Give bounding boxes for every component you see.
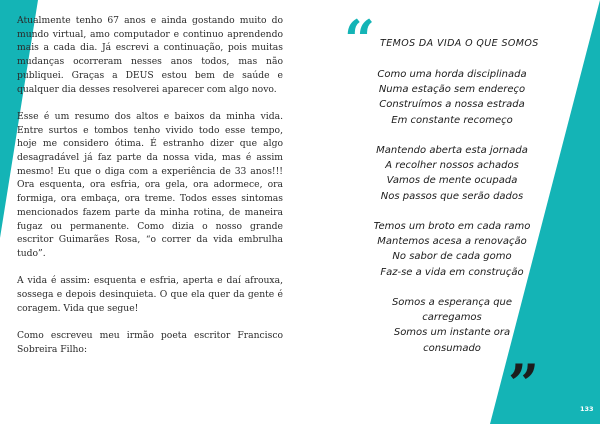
stanza bbox=[340, 295, 564, 356]
stanza bbox=[340, 143, 564, 204]
poem-line: No sabor de cada gomo bbox=[392, 251, 512, 263]
paragraph: A vida é assim: esquenta e esfria, aperta e daí afrouxa, sossega e depois desinquieta. O que ela quer da gente é coragem. Vida que segue! bbox=[17, 275, 283, 314]
page-number: 133 bbox=[580, 405, 594, 413]
poem-line: Construímos a nossa estrada bbox=[379, 99, 525, 111]
paragraph: Como escreveu meu irmão poeta escritor Francisco Sobreira Filho: bbox=[17, 330, 283, 355]
poem-line: Somos a esperança que bbox=[391, 297, 513, 308]
close-quote-icon: ” bbox=[508, 352, 540, 416]
poem-line: Em constante recomeço bbox=[391, 114, 513, 126]
open-quote-icon: “ bbox=[344, 8, 376, 72]
memoir-text bbox=[17, 14, 283, 370]
poem-line: A recolher nossos achados bbox=[385, 160, 519, 172]
paragraph: Atualmente tenho 67 anos e ainda gostando muito do mundo virtual, amo computador e continuo aprendendo mais a cada dia. Já escrevi a continuação, pois muitas mudanças ocorreram nesses anos todos, mas não publiquei. Graças a DEUS estou bem de saúde e qualquer dia desses resolverei aparecer com algo novo. bbox=[17, 15, 283, 95]
poem-line: Temos um broto em cada ramo bbox=[373, 221, 531, 232]
poem-line: Numa estação sem endereço bbox=[378, 84, 526, 96]
poem-line: carregamos bbox=[422, 312, 482, 324]
stanza bbox=[340, 219, 564, 280]
poem-title: TEMOS DA VIDA O QUE SOMOS bbox=[380, 38, 539, 49]
right-page bbox=[300, 0, 600, 424]
poem-line: Vamos de mente ocupada bbox=[386, 175, 518, 187]
poem-line: Faz-se a vida em construção bbox=[380, 266, 524, 278]
poem bbox=[340, 67, 564, 371]
poem-line: Nos passos que serão dados bbox=[380, 190, 524, 202]
poem-line: consumado bbox=[423, 342, 481, 354]
paragraph: Esse é um resumo dos altos e baixos da minha vida. Entre surtos e tombos tenho vivido todo esse tempo, hoje me considero ótima. É estranho dizer que algo desagradável já faz parte da nossa vida, mas é assim mesmo! Eu que o diga com a experiência de 33 anos!!! Ora esquenta, ora esfria, ora gela, ora adormece, ora formiga, ora embaça, ora treme. Todos esses sintomas mencionados fazem parte da minha rotina, de maneira fugaz ou permanente. Como dizia o nosso grande escritor Guimarães Rosa, “o correr da vida embrulha tudo”. bbox=[17, 110, 283, 259]
poem-line: Como uma horda disciplinada bbox=[377, 69, 527, 80]
poem-line: Mantemos acesa a renovação bbox=[377, 236, 527, 248]
stanza bbox=[340, 67, 564, 128]
poem-line: Mantendo aberta esta jornada bbox=[376, 145, 528, 156]
poem-line: Somos um instante ora bbox=[393, 327, 511, 339]
